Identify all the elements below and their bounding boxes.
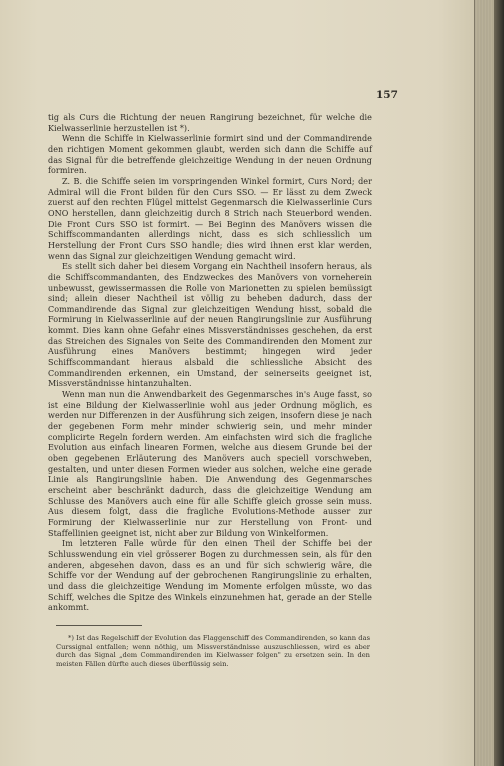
paragraph: Wenn die Schiffe in Kielwasserlinie formirt sind und der Commandirende den richtigen Moment gekommen glaubt, werden sich dann die Schiffe auf das Signal für die betreffende gleichzeitige Wendung in der neuen Ordnung formiren. (48, 134, 372, 176)
footnote (56, 634, 370, 668)
paragraph: Im letzteren Falle würde für den einen Theil der Schiffe bei der Schlusswendung ein viel grösserer Bogen zu durchmessen sein, als für den anderen, abgesehen davon, dass es an und für sich schwierig wäre, die Schiffe vor der Wendung auf der gebrochenen Rangirungslinie zu erhalten, und dass die gleichzeitige Wendung im Momente erfolgen müsste, wo das Schiff, welches die Spitze des Winkels einzunehmen hat, gerade an der Stelle ankommt. (48, 539, 372, 613)
paragraph: Wenn man nun die Anwendbarkeit des Gegenmarsches in's Auge fasst, so ist eine Bildung der Kielwasserlinie wohl aus jeder Ordnung möglich, es werden nur Differenzen in der Ausführung sich zeigen, insofern diese je nach der gegebenen Form mehr minder schwierig sein, und mehr minder complicirte Regeln fordern werden. Am einfachsten wird sich die fragliche Evolution aus einfach linearen Formen, welche aus diesem Grunde bei der oben gegebenen Erläuterung des Manövers auch speciell vorschweben, gestalten, und unter diesen Formen wieder aus solchen, welche eine gerade Linie als Rangirungslinie haben. Die Anwendung des Gegenmarsches erscheint aber beschränkt dadurch, dass die gleichzeitige Wendung am Schlusse des Manövers auch eine für alle Schiffe gleich grosse sein muss. Aus diesem folgt, dass die fragliche Evolutions-Methode ausser zur Formirung der Kielwasserlinie nur zur Herstellung von Front- und Staffellinien geeignet ist, nicht aber zur Bildung von Winkelformen. (48, 390, 372, 538)
paragraph: Es stellt sich daher bei diesem Vorgang ein Nachtheil insofern heraus, als die Schiffscommandanten, des Endzweckes des Manövers von vorneherein unbewusst, gewissermassen die Rolle von Marionetten zu spielen bemüssigt sind; allein dieser Nachtheil ist völlig zu beheben dadurch, dass der Commandirende das Signal zur gleichzeitigen Wendung hisst, sobald die Formirung in Kielwasserlinie auf der neuen Rangirungslinie zur Ausführung kommt. Dies kann ohne Gefahr eines Missverständnisses geschehen, da erst das Streichen des Signales von Seite des Commandirenden den Moment zur Ausführung eines Manövers bestimmt; hingegen wird jeder Schiffscommandant hieraus alsbald die schliessliche Absicht des Commandirenden erkennen, ein Umstand, der seinerseits geeignet ist, Missverständnisse hintanzuhalten. (48, 262, 372, 389)
binding-shadow (494, 0, 504, 766)
footnote-text: *) Ist das Regelschiff der Evolution das Flaggenschiff des Commandirenden, so kann das Curssignal entfallen; wenn nöthig, um Missverständnisse auszuschliessen, wird es aber durch das Signal „dem Commandirenden im Kielwasser folgen" zu ersetzen sein. In den meisten Fällen dürfte auch dieses überflüssig sein. (56, 634, 370, 668)
paragraph: tig als Curs die Richtung der neuen Rangirung bezeichnet, für welche die Kielwasserlinie herzustellen ist *). (48, 113, 372, 133)
footnote-divider (56, 625, 142, 626)
page-number: 157 (376, 89, 398, 101)
body-text (48, 113, 372, 614)
paragraph: Z. B. die Schiffe seien im vorspringenden Winkel formirt, Curs Nord; der Admiral will die Front bilden für den Curs SSO. — Er lässt zu dem Zweck zuerst auf den rechten Flügel mittelst Gegenmarsch die Kielwasserlinie Curs ONO herstellen, dann gleichzeitig durch 8 Strich nach Steuerbord wenden. Die Front Curs SSO ist formirt. — Bei Beginn des Manövers wissen die Schiffscommandanten allerdings nicht, dass es sich schliesslich um Herstellung der Front Curs SSO handle; dies wird ihnen erst klar werden, wenn das Signal zur gleichzeitigen Wendung gemacht wird. (48, 176, 372, 261)
